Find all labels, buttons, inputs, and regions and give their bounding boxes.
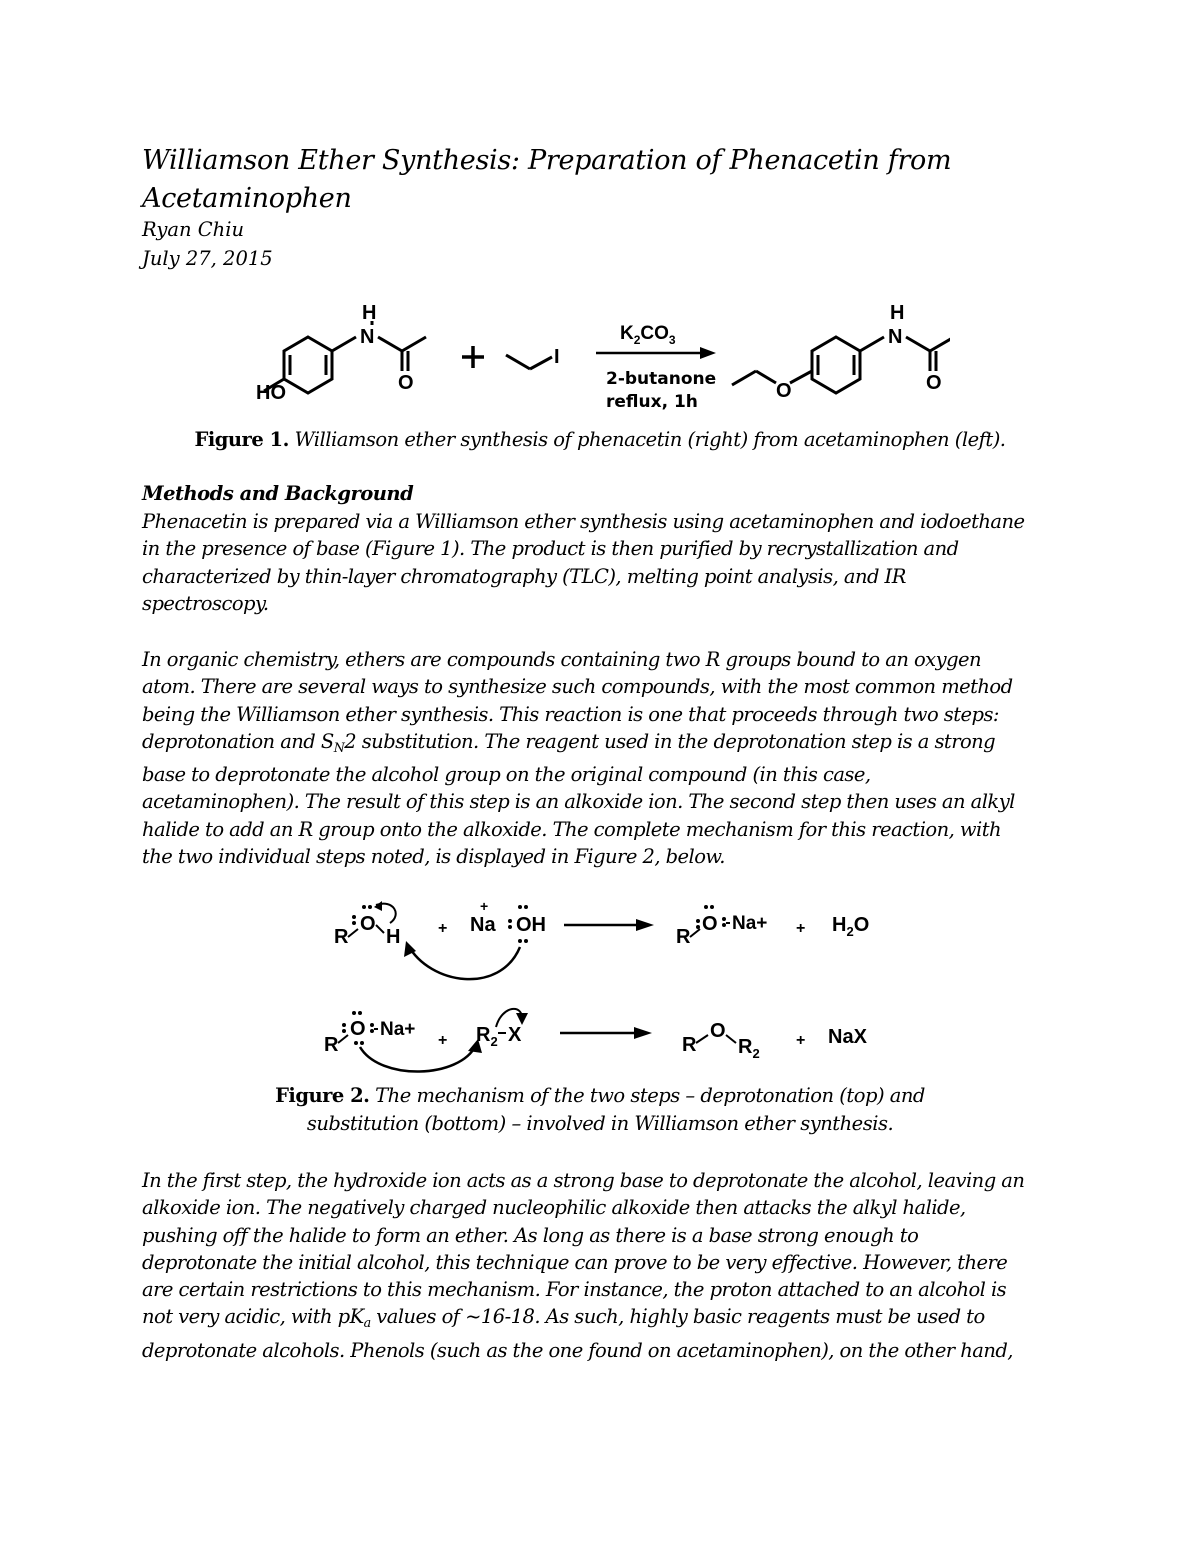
svg-text:+: + — [796, 1032, 806, 1049]
paragraph-line: characterized by thin-layer chromatography (TLC), melting point analysis, and IR — [142, 564, 906, 588]
figure1-caption-text: Williamson ether synthesis of phenacetin (right) from acetaminophen (left). — [294, 428, 1006, 451]
paragraph-line: In organic chemistry, ethers are compounds containing two R groups bound to an oxygen — [142, 648, 982, 671]
atom-x: X — [508, 1024, 522, 1046]
atom-label-o: O — [398, 372, 414, 394]
atom-label-o2: O — [926, 372, 942, 394]
paragraph-line: In the first step, the hydroxide ion acts as a strong base to deprotonate the alcohol, leaving an — [142, 1169, 1025, 1192]
product-nax: NaX — [828, 1026, 867, 1048]
product-r: R — [676, 926, 691, 948]
paragraph-line: alkoxide ion. The negatively charged nucleophilic alkoxide then attacks the alkyl halide, — [142, 1196, 966, 1220]
product-o: O — [702, 913, 718, 935]
atom-r: R — [324, 1034, 339, 1056]
paragraph-line: halide to add an R group onto the alkoxide. The complete mechanism for this reaction, with — [142, 817, 1002, 841]
paragraph-line: deprotonate alcohols. Phenols (such as the one found on acetaminophen), on the other hand, — [142, 1338, 1013, 1362]
document-date: July 27, 2015 — [142, 247, 273, 270]
atom-label-n: N — [360, 326, 375, 348]
paragraph-line: not very acidic, with pKa values of ~16-18. As such, highly basic reagents must be used to — [142, 1305, 985, 1331]
plus-sign — [462, 346, 484, 368]
paragraph-line: atom. There are several ways to synthesize such compounds, with the most common method — [142, 675, 1013, 699]
figure2-caption — [0, 1082, 1200, 1138]
product-o: O — [710, 1020, 726, 1042]
paragraph-line: deprotonation and SN2 substitution. The reagent used in the deprotonation step is a strong — [142, 729, 996, 755]
atom-o: O — [350, 1018, 366, 1040]
atom-label-h2: H — [890, 302, 905, 324]
figure1-label: Figure 1. — [194, 428, 289, 451]
reagent-k2co3: $K_2CO_3$ — [620, 323, 676, 347]
paragraph-line: in the presence of base (Figure 1). The product is then purified by recrystallization and — [142, 537, 959, 561]
paragraph-line: acetaminophen). The result of this step is an alkoxide ion. The second step then uses an alkyl — [142, 790, 1015, 814]
paragraph-line: being the Williamson ether synthesis. This reaction is one that proceeds through two steps: — [142, 702, 999, 726]
paragraph-line: Phenacetin is prepared via a Williamson ether synthesis using acetaminophen and iodoethane — [142, 510, 1025, 533]
paragraph-2 — [142, 646, 1092, 870]
paragraph-3 — [142, 1167, 1092, 1364]
product-r2: $R_2$ — [738, 1036, 760, 1061]
document-title: Williamson Ether Synthesis: Preparation of Phenacetin from Acetaminophen — [142, 145, 952, 214]
mechanism-step-1 — [334, 898, 869, 979]
reaction-arrow — [596, 347, 716, 359]
atom-label-n2: N — [888, 326, 903, 348]
product-na: Na+ — [732, 913, 768, 934]
paragraph-line: are certain restrictions to this mechanism. For instance, the proton attached to an alcohol is — [142, 1278, 1007, 1302]
product-water: $H_2O$ — [832, 914, 870, 939]
paragraph-line: the two individual steps noted, is displayed in Figure 2, below. — [142, 844, 725, 868]
plus: + — [438, 920, 448, 937]
atom-na: Na+ — [380, 1019, 416, 1040]
figure1-caption — [0, 426, 1200, 454]
paragraph-line: pushing off the halide to form an ether. As long as there is a base strong enough to — [142, 1223, 919, 1247]
section-heading: Methods and Background — [142, 482, 414, 505]
atom-na: Na — [470, 914, 496, 936]
figure2-label: Figure 2. — [275, 1084, 370, 1107]
condition-solvent: 2-butanone — [606, 369, 717, 389]
mechanism-step-2 — [324, 1009, 868, 1072]
svg-text:+: + — [796, 920, 806, 937]
atom-oh: OH — [516, 914, 546, 936]
atom-label-ether-o: O — [776, 380, 792, 402]
paragraph-line: deprotonate the initial alcohol, this technique can prove to be very effective. However, there — [142, 1250, 1008, 1274]
phenacetin-structure — [732, 337, 950, 393]
curved-arrow — [408, 945, 520, 979]
curved-arrow — [360, 1045, 476, 1072]
paragraph-1 — [142, 508, 1092, 617]
atom-label-ho: HO — [256, 382, 286, 404]
atom-label-h: H — [362, 302, 377, 324]
svg-text:+: + — [480, 898, 489, 914]
atom-r: R — [334, 926, 349, 948]
atom-h: H — [386, 926, 401, 948]
iodoethane-structure — [506, 355, 552, 369]
atom-o: O — [360, 913, 376, 935]
paragraph-line: base to deprotonate the alcohol group on the original compound (in this case, — [142, 762, 871, 786]
figure1-reaction-scheme — [250, 295, 950, 415]
paragraph-line: spectroscopy. — [142, 591, 269, 615]
author-name: Ryan Chiu — [142, 218, 245, 241]
condition-reflux: reflux, 1h — [606, 392, 698, 412]
figure2-caption-line2: substitution (bottom) – involved in Williamson ether synthesis. — [306, 1112, 894, 1135]
product-r: R — [682, 1034, 697, 1056]
atom-label-i: I — [554, 346, 560, 368]
plus: + — [438, 1032, 448, 1049]
figure2-mechanism — [320, 885, 900, 1075]
figure2-caption-line1: The mechanism of the two steps – deprotonation (top) and — [375, 1084, 925, 1107]
atom-r2: $R_2$ — [476, 1024, 498, 1049]
